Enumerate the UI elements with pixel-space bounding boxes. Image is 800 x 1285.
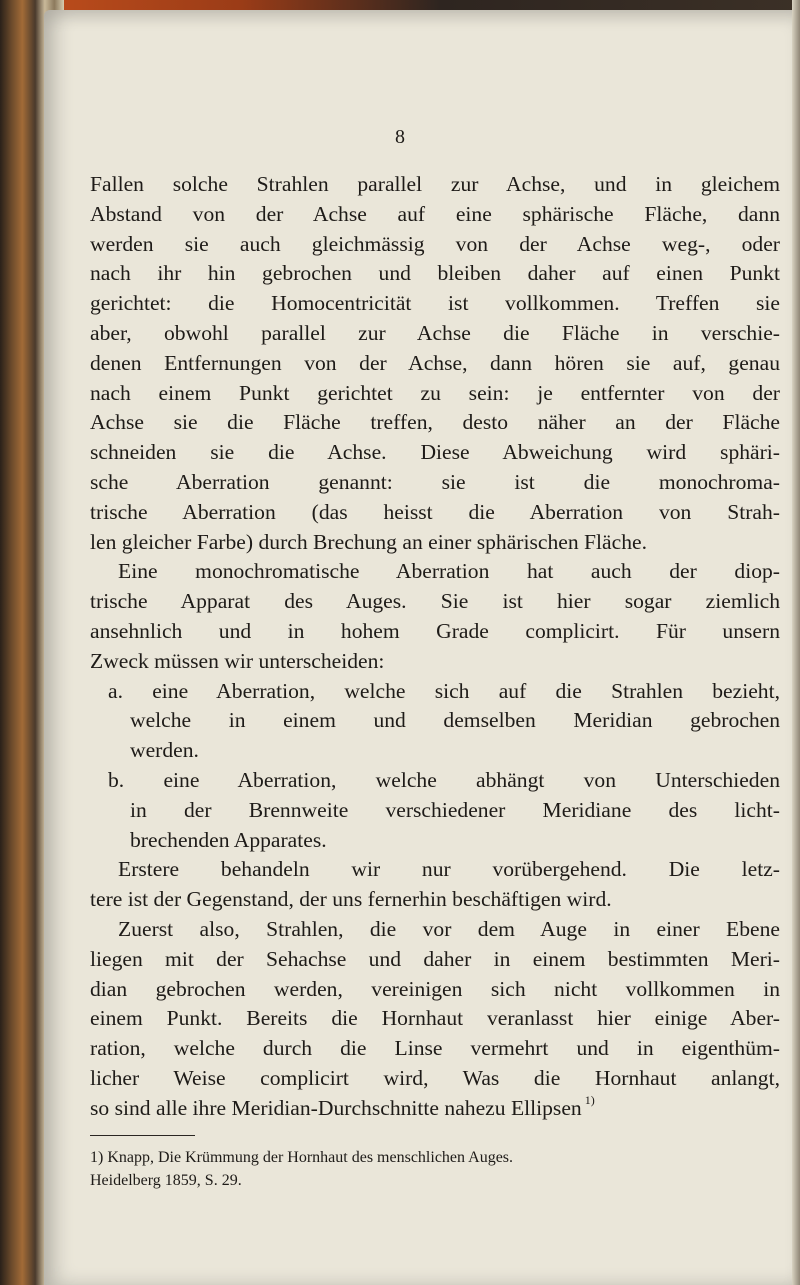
footnote-divider [90, 1135, 195, 1136]
text-line [90, 766, 780, 796]
text-line-content: Eine monochromatische Aberration hat auch der diop- [118, 559, 780, 584]
text-line-content: Erstere behandeln wir nur vorübergehend. Die letz- [118, 857, 780, 882]
text-line-content: denen Entfernungen von der Achse, dann hören sie auf, genau [90, 350, 780, 375]
text-line [90, 647, 780, 677]
text-line-content: licher Weise complicirt wird, Was die Hornhaut anlangt, [90, 1065, 780, 1090]
page-edge [792, 0, 800, 1285]
text-line-content: Achse sie die Fläche treffen, desto näher an der Fläche [90, 410, 780, 435]
text-line [90, 617, 780, 647]
text-line [90, 289, 780, 319]
text-line-content: einem Punkt. Bereits die Hornhaut veranlasst hier einige Aber- [90, 1006, 780, 1031]
text-line [90, 855, 780, 885]
text-line [90, 706, 780, 736]
text-line [90, 1064, 780, 1094]
text-line [90, 1094, 780, 1124]
text-line [90, 200, 780, 230]
text-line [90, 319, 780, 349]
footnote-line: 1) Knapp, Die Krümmung der Hornhaut des menschlichen Auges. [90, 1149, 514, 1166]
text-line [90, 408, 780, 438]
text-line-content: in der Brennweite verschiedener Meridiane des licht- [130, 797, 780, 822]
text-line [90, 915, 780, 945]
text-line-content: sche Aberration genannt: sie ist die monochroma- [90, 469, 780, 494]
text-line-content: trische Aberration (das heisst die Aberration von Strah- [90, 499, 780, 524]
text-line-content: nach ihr hin gebrochen und bleiben daher auf einen Punkt [90, 261, 780, 286]
text-line-content: schneiden sie die Achse. Diese Abweichung wird sphäri- [90, 440, 780, 465]
text-line-content: tere ist der Gegenstand, der uns fernerhin beschäftigen wird. [90, 887, 612, 912]
text-line-content: gerichtet: die Homocentricität ist vollkommen. Treffen sie [90, 291, 780, 316]
text-line-content: werden. [130, 738, 199, 763]
body-text [90, 170, 780, 1124]
footnote-line: Heidelberg 1859, S. 29. [90, 1172, 242, 1189]
text-line [90, 557, 780, 587]
text-line-content: ansehnlich und in hohem Grade complicirt. Für unsern [90, 618, 780, 643]
text-line-content: brechenden Apparates. [130, 827, 327, 852]
text-line-content: trische Apparat des Auges. Sie ist hier sogar ziemlich [90, 589, 780, 614]
text-line-content: aber, obwohl parallel zur Achse die Fläche in verschie- [90, 320, 780, 345]
text-line-content: ration, welche durch die Linse vermehrt und in eigenthüm- [90, 1036, 780, 1061]
text-line [90, 259, 780, 289]
text-line-content: so sind alle ihre Meridian-Durchschnitte nahezu Ellipsen [90, 1095, 582, 1120]
text-line [90, 170, 780, 200]
text-line [90, 975, 780, 1005]
text-line-content: b. eine Aberration, welche abhängt von Unterschieden [108, 767, 780, 792]
text-line [90, 1004, 780, 1034]
text-line-content: len gleicher Farbe) durch Brechung an einer sphärischen Fläche. [90, 529, 648, 554]
text-line-content: Zweck müssen wir unterscheiden: [90, 648, 385, 673]
text-line-content: Zuerst also, Strahlen, die vor dem Auge in einer Ebene [118, 916, 780, 941]
text-line [90, 468, 780, 498]
text-line [90, 677, 780, 707]
text-line [90, 587, 780, 617]
page-number: 8 [395, 126, 405, 148]
text-line-content: dian gebrochen werden, vereinigen sich nicht vollkommen in [90, 976, 780, 1001]
text-line [90, 796, 780, 826]
text-line [90, 498, 780, 528]
text-line [90, 826, 780, 856]
footnote-reference[interactable]: 1) [581, 1092, 595, 1107]
footnote [90, 1146, 780, 1192]
text-line-content: welche in einem und demselben Meridian gebrochen [130, 708, 780, 733]
text-line [90, 736, 780, 766]
text-line [90, 349, 780, 379]
text-line-content: liegen mit der Sehachse und daher in einem bestimmten Meri- [90, 946, 780, 971]
text-line-content: a. eine Aberration, welche sich auf die Strahlen bezieht, [108, 678, 780, 703]
text-line-content: nach einem Punkt gerichtet zu sein: je entfernter von der [90, 380, 780, 405]
text-line [90, 1034, 780, 1064]
text-line-content: Abstand von der Achse auf eine sphärische Fläche, dann [90, 201, 780, 226]
text-line [90, 438, 780, 468]
text-line [90, 528, 780, 558]
text-line [90, 945, 780, 975]
text-line [90, 379, 780, 409]
text-line-content: werden sie auch gleichmässig von der Achse weg-, oder [90, 231, 780, 256]
text-line-content: Fallen solche Strahlen parallel zur Achse, und in gleichem [90, 172, 780, 196]
text-line [90, 885, 780, 915]
text-line [90, 230, 780, 260]
